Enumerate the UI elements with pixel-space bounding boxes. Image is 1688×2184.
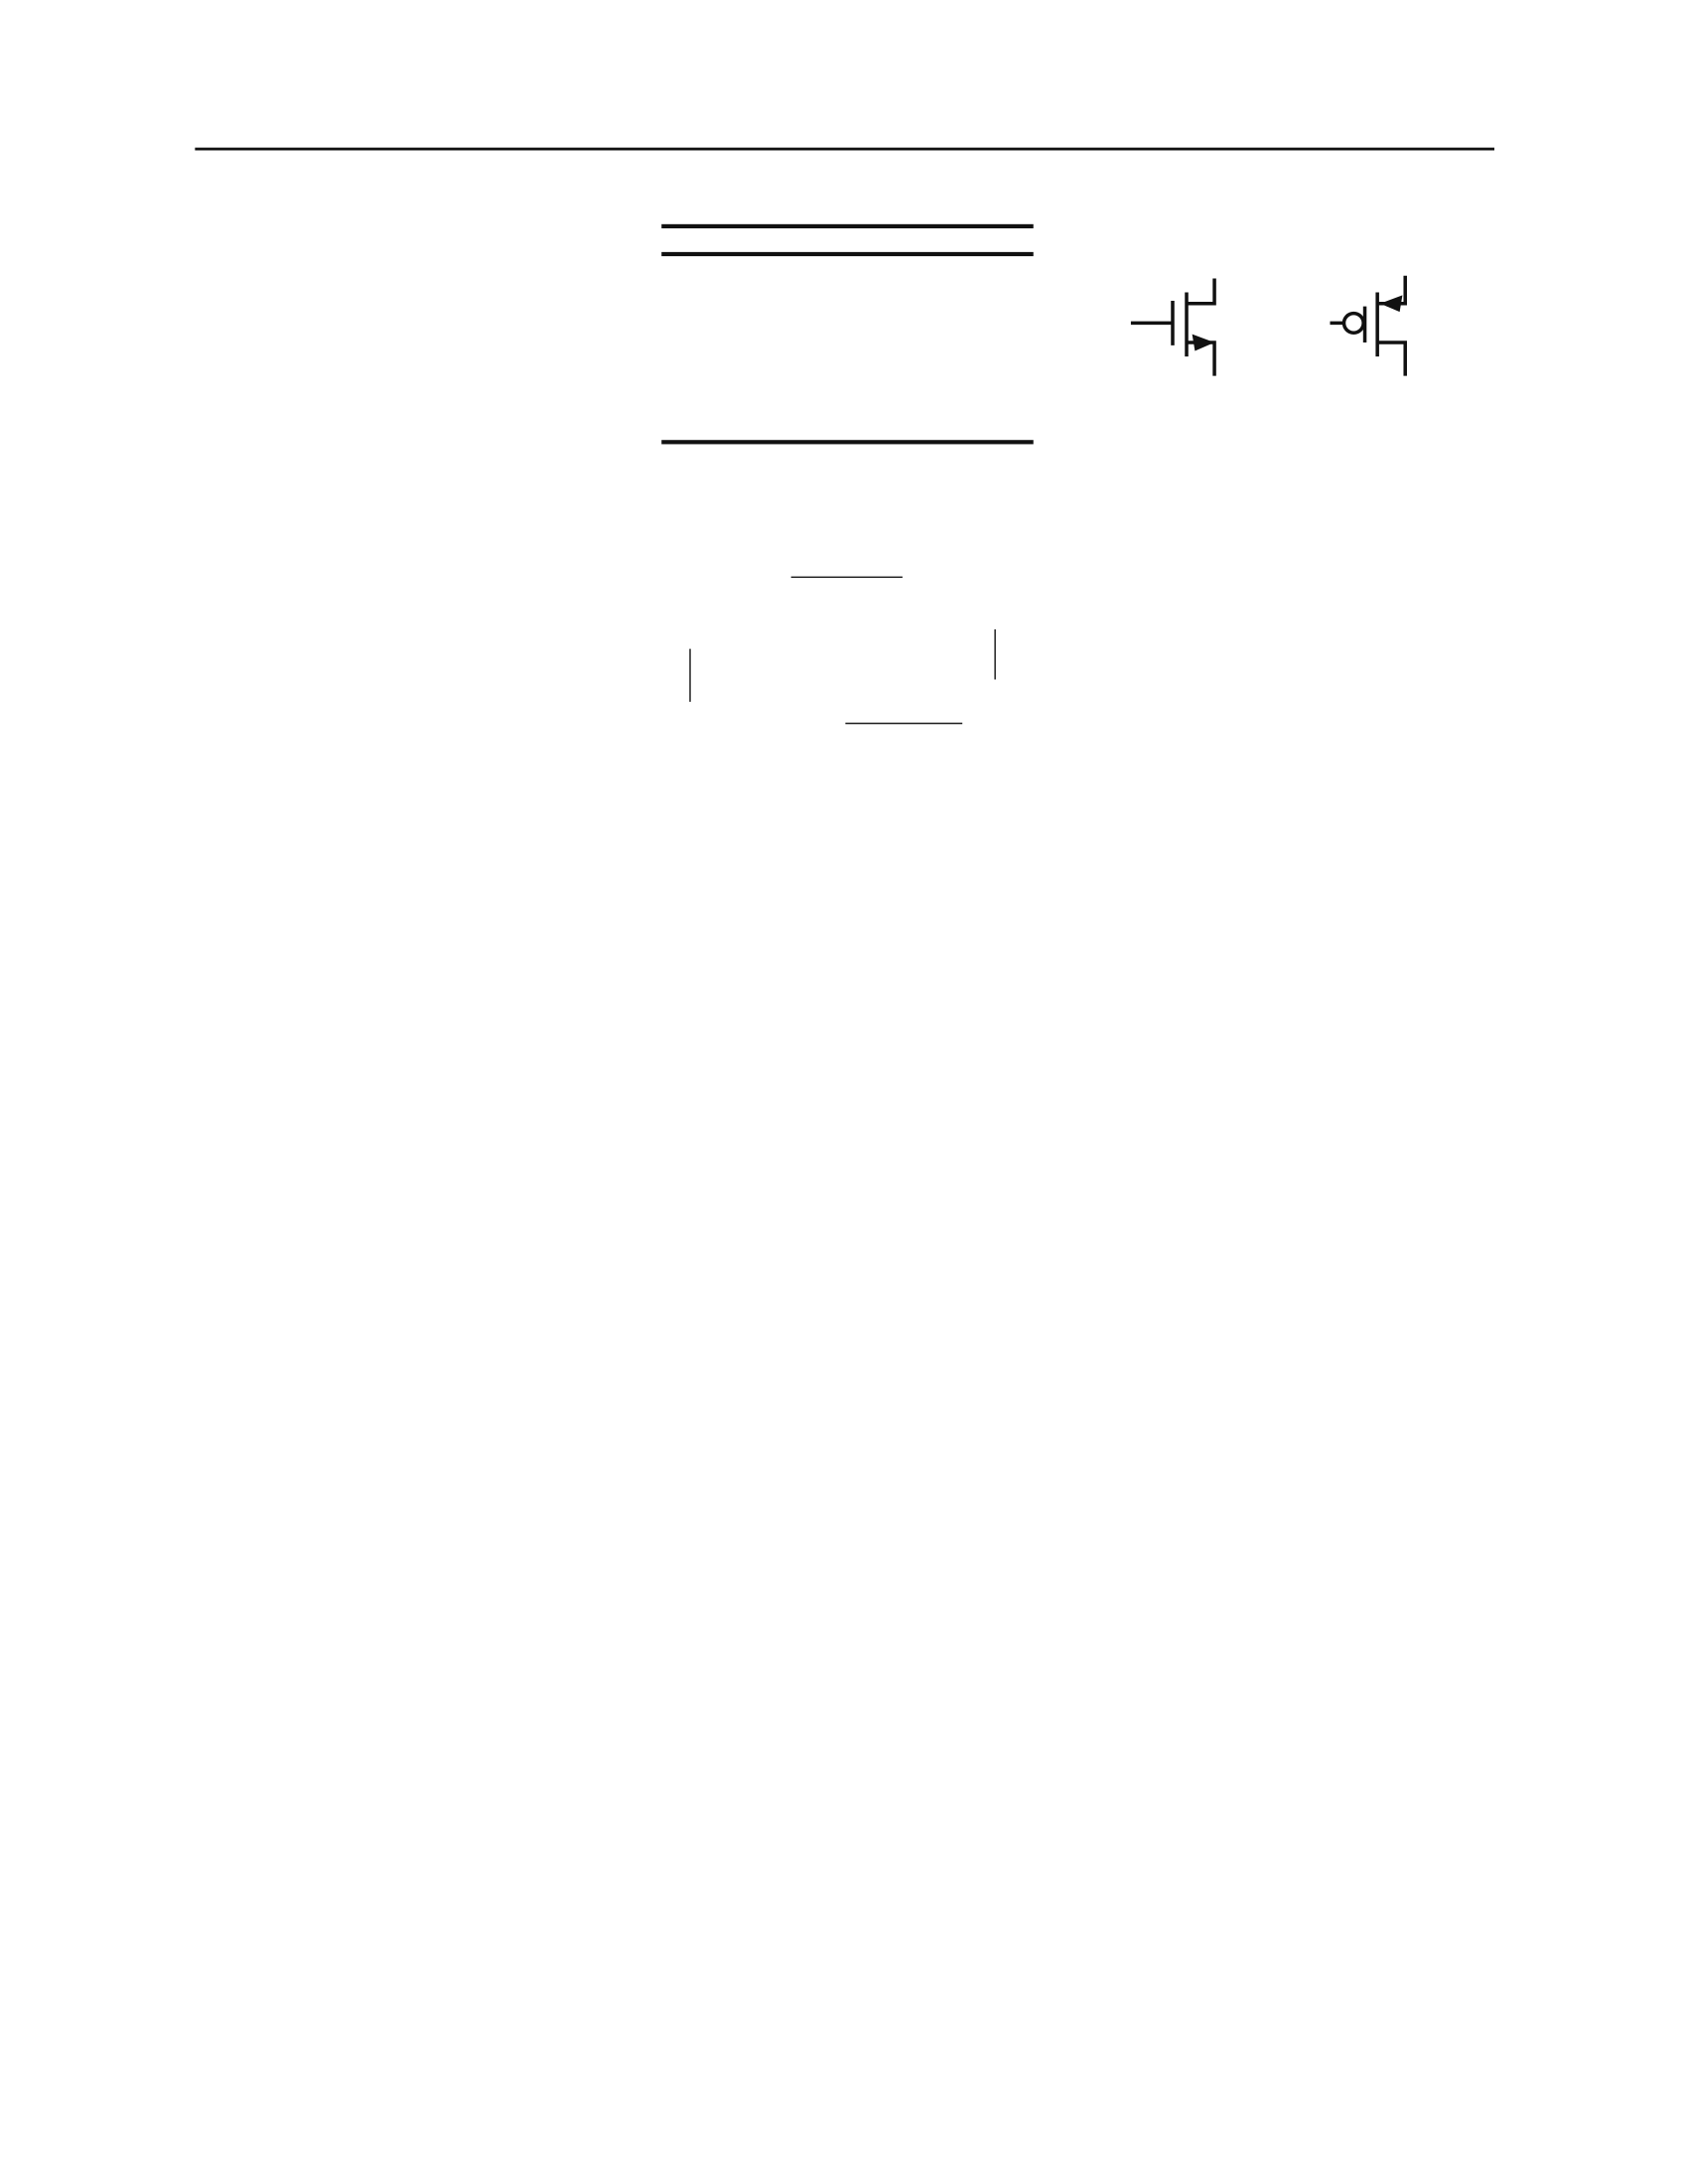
quine-tabulation: [644, 1428, 1062, 1662]
kmap-d-bar: [994, 629, 995, 679]
minterms-top-rule: [661, 224, 1033, 228]
kmap-b-bar: [791, 577, 903, 578]
nmos-transistor-icon: [1125, 264, 1236, 375]
pmos-symbol: [1325, 264, 1436, 379]
nand-circuit: [1302, 501, 1496, 715]
nor-circuit: [1121, 813, 1371, 1082]
kmap-c-bar: [689, 649, 690, 702]
title-divider: [195, 148, 1494, 151]
nand-schematic-icon: [1302, 501, 1496, 710]
inverter-schematic-icon: [1131, 501, 1298, 751]
inverter-circuit: [1131, 501, 1298, 756]
pmos-transistor-icon: [1325, 264, 1436, 375]
kmap-a-bar: [845, 723, 962, 724]
nmos-symbol: [1125, 264, 1236, 379]
prime-implicant-chart: [644, 1675, 1062, 1846]
minterms-header-rule: [661, 252, 1033, 256]
minterms-bottom-rule: [661, 440, 1033, 444]
nor-schematic-icon: [1121, 813, 1371, 1077]
